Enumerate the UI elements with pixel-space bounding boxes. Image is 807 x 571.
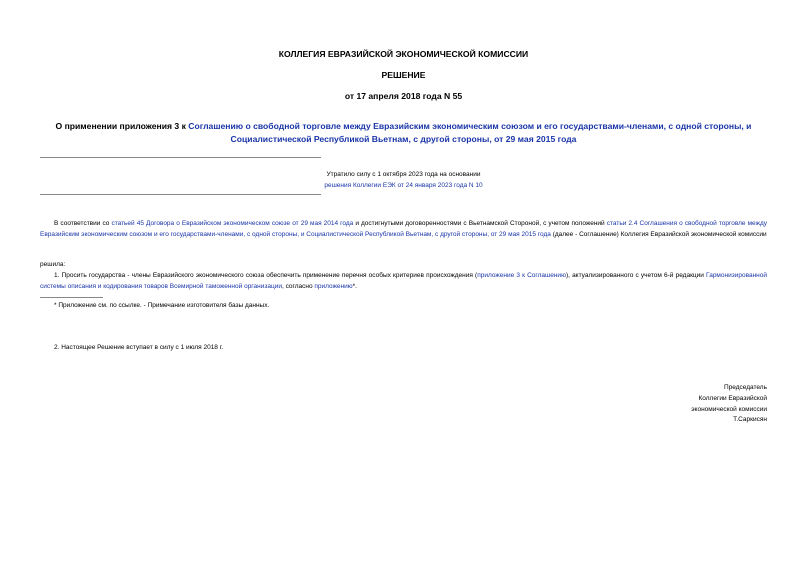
annex-link[interactable]: приложению — [314, 282, 353, 290]
item-1-paragraph — [40, 271, 767, 293]
signature-block — [691, 383, 767, 426]
harmonized-system-link[interactable]: Гармонизированной системы описания и кодирования товаров Всемирной таможенной организации — [40, 272, 767, 290]
title-agreement-link[interactable]: Соглашению о свободной торговле между Евразийским экономическим союзом и его государствами-членами, с одной стороны, и Социалистической Республикой Вьетнам, с другой стороны, от 29 мая 2015 года — [188, 121, 752, 144]
preamble-text-2: и достигнутыми договоренностями с Вьетнамской Стороной, с учетом положений — [353, 220, 607, 227]
status-note-link[interactable]: решения Коллегии ЕЭК от 24 января 2023 года N 10 — [324, 181, 483, 189]
preamble-text-1: В соответствии со — [54, 220, 112, 227]
signature-line-1: Председатель — [723, 384, 767, 391]
decided-label: решила: — [40, 261, 66, 268]
agreement-article-2-4-link[interactable]: статьи 2.4 Соглашения о свободной торговле между Евразийским экономическим союзом и его государствами-членами, с одной стороны, и Социалистической Республикой Вьетнам, с другой стороны, от 29 мая 2015 года — [40, 220, 767, 238]
item-1-text-2: ), актуализированного с учетом 6-й редакции — [565, 272, 707, 279]
org-heading: КОЛЛЕГИЯ ЕВРАЗИЙСКОЙ ЭКОНОМИЧЕСКОЙ КОМИССИИ — [278, 49, 529, 59]
preamble-paragraph — [40, 219, 767, 241]
annex-3-link[interactable]: приложение 3 к Соглашению — [477, 272, 566, 279]
doc-type-heading: РЕШЕНИЕ — [381, 70, 426, 80]
status-note — [288, 170, 519, 191]
title-prefix: О применении приложения 3 к — [55, 121, 189, 131]
divider-bottom — [40, 194, 321, 195]
signature-name: Т.Саркисян — [733, 416, 767, 424]
document-title — [40, 120, 767, 145]
signature-line-2: Коллегии Евразийской — [698, 394, 767, 402]
item-1-text-3: , согласно — [281, 282, 315, 290]
item-2-paragraph: 2. Настоящее Решение вступает в силу с 1 июля 2018 г. — [54, 344, 224, 351]
status-note-text: Утратило силу с 1 октября 2023 года на основании — [326, 171, 481, 178]
signature-line-3: экономической комиссии — [691, 405, 767, 413]
item-1-text-1: 1. Просить государства - члены Евразийского экономического союза обеспечить применение перечня особых критериев происхождения ( — [54, 272, 478, 279]
preamble-text-3: (далее - Соглашение) Коллегия Евразийской экономической комиссии — [550, 230, 767, 238]
treaty-article-45-link[interactable]: статьей 45 Договора о Евразийском экономическом союзе от 29 мая 2014 года — [111, 220, 354, 227]
divider-top — [40, 157, 321, 158]
footnote-text: * Приложение см. по ссылке. - Примечание изготовителя базы данных. — [54, 302, 270, 309]
footnote-divider — [40, 297, 103, 298]
item-1-text-4: *. — [352, 282, 357, 290]
date-number-heading: от 17 апреля 2018 года N 55 — [344, 91, 463, 101]
